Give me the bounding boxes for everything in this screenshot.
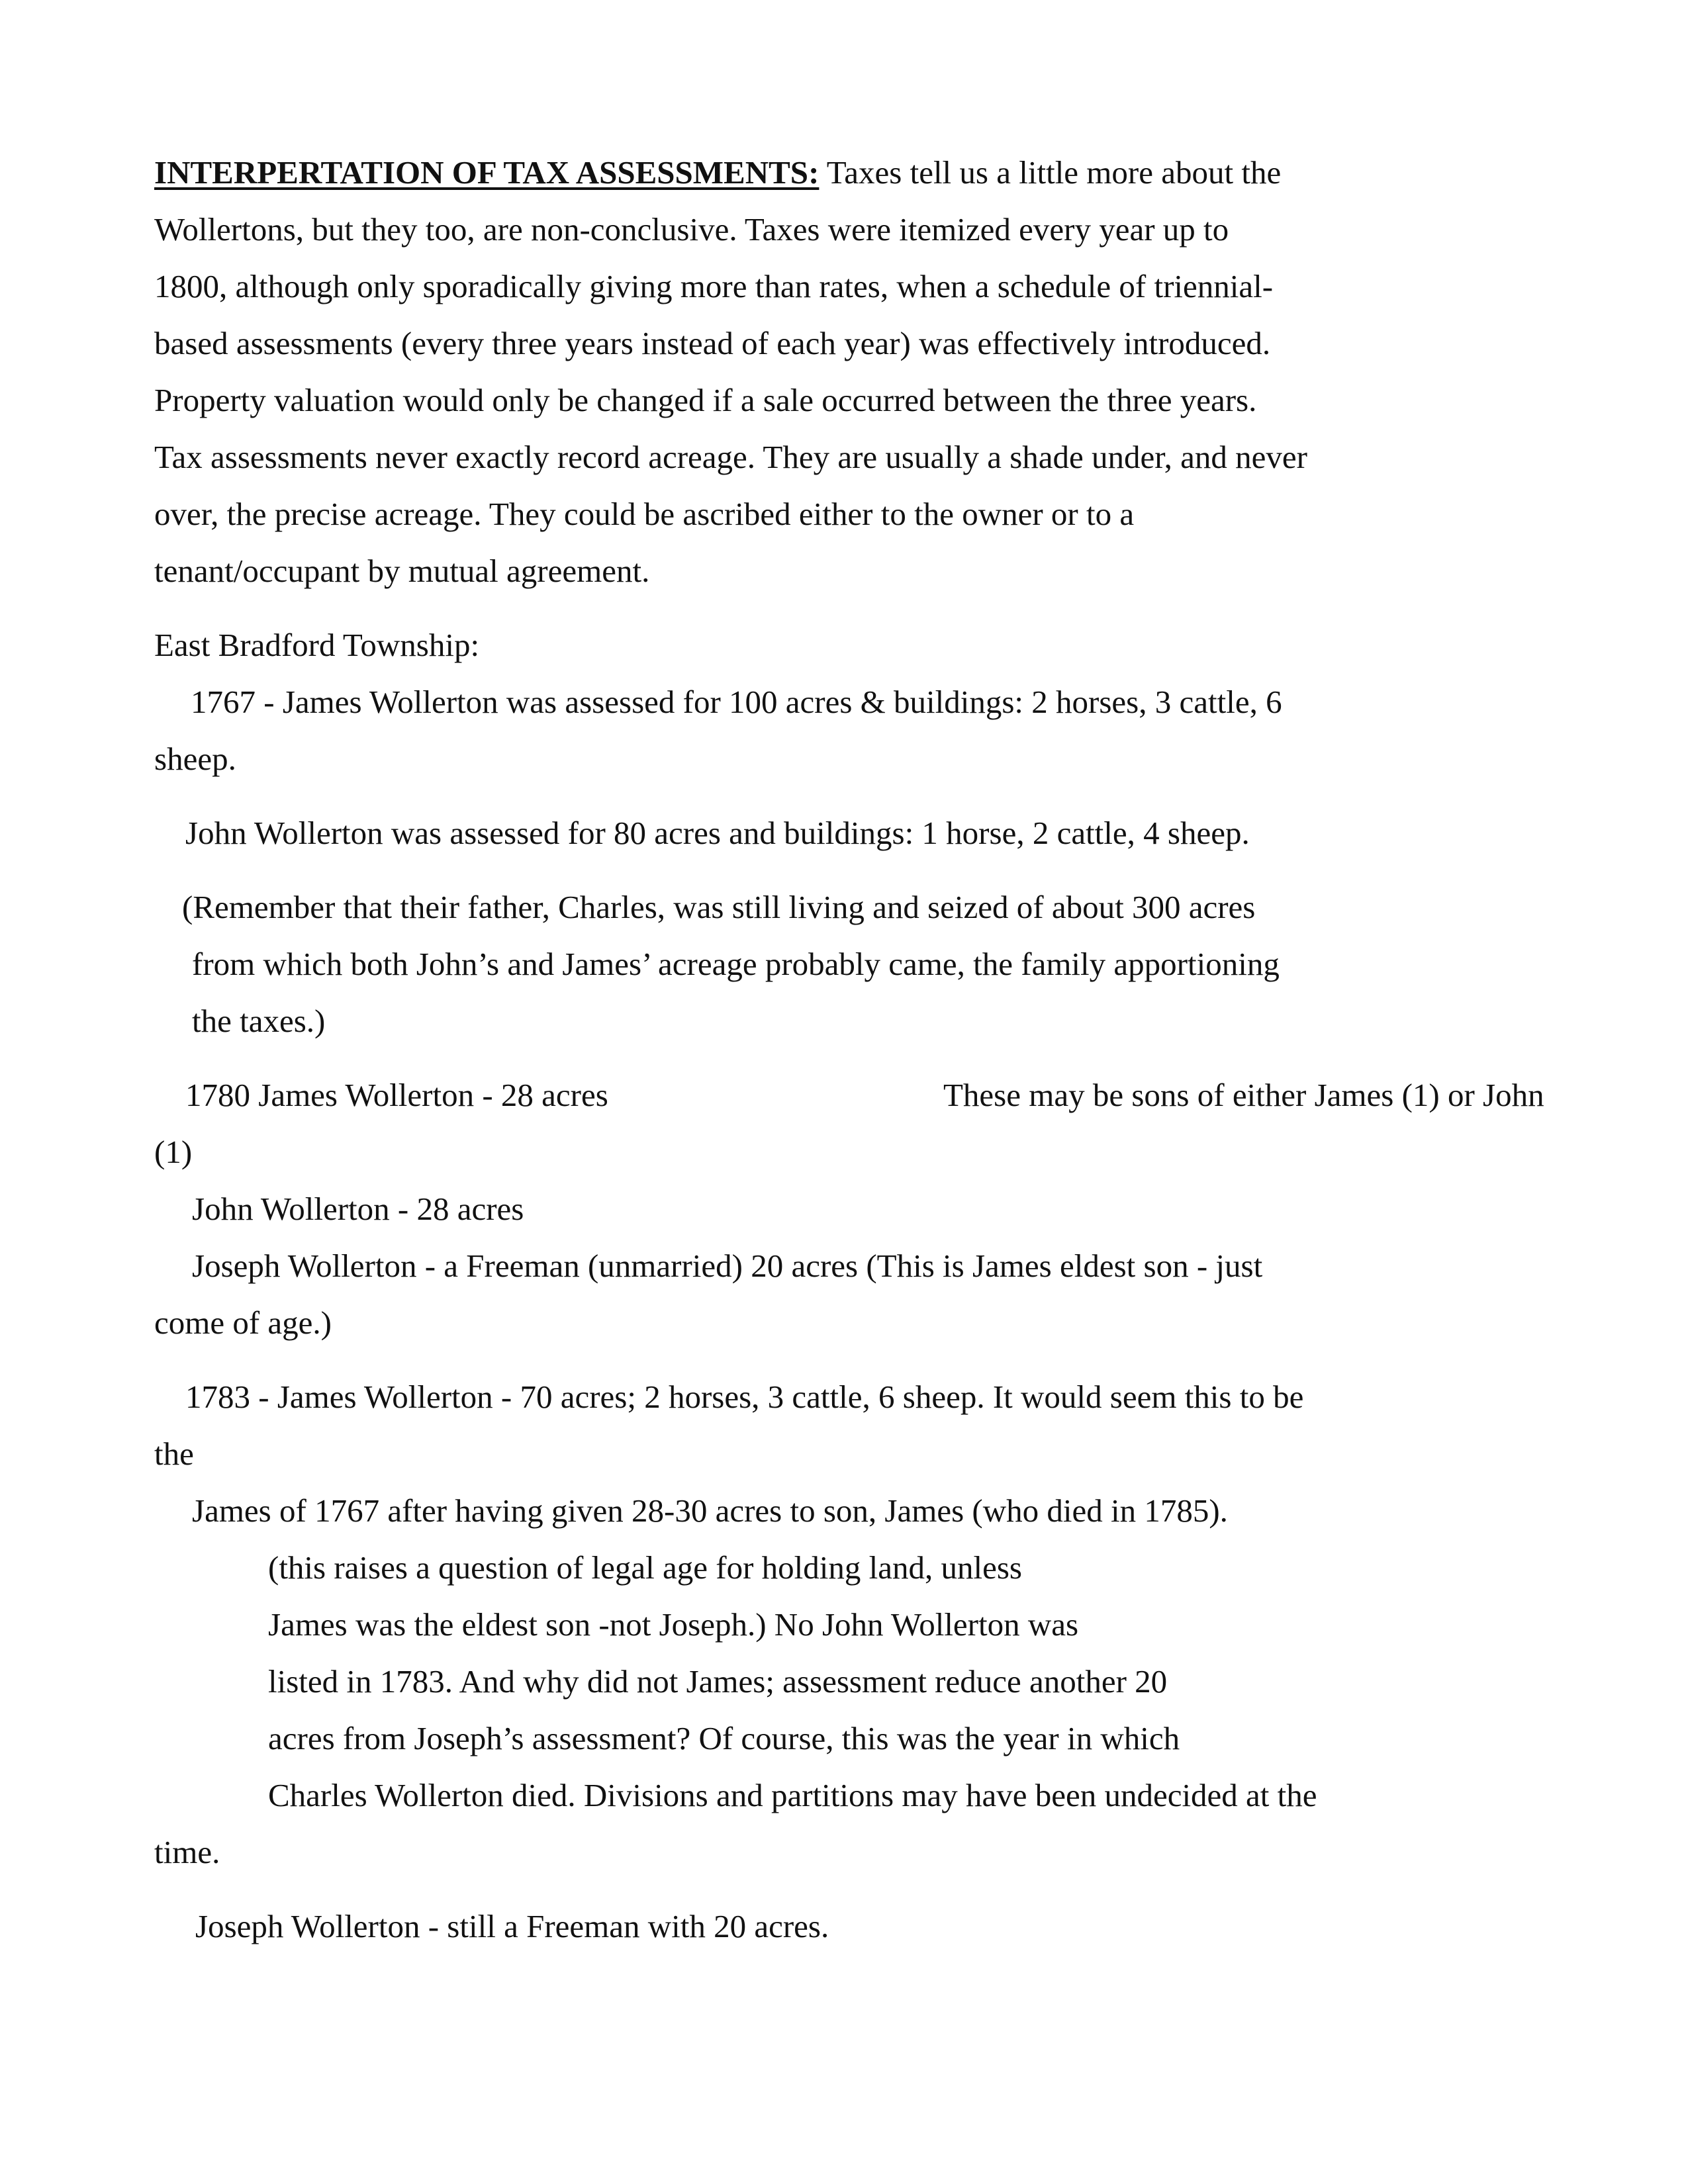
entry-1780-line [185, 1067, 1544, 1124]
remember-note: (Remember that their father, Charles, was still living and seized of about 300 acres [182, 889, 1256, 925]
entry-1767-james: 1767 - James Wollerton was assessed for 100 acres & buildings: 2 horses, 3 cattle, 6 [191, 684, 1282, 720]
intro-line: based assessments (every three years instead of each year) was effectively introduced. [154, 325, 1271, 361]
entry-1783-aside: James was the eldest son -not Joseph.) No John Wollerton was [268, 1606, 1079, 1643]
entry-1780-john: John Wollerton - 28 acres [192, 1191, 524, 1227]
intro-line: over, the precise acreage. They could be ascribed either to the owner or to a [154, 496, 1135, 532]
entry-1783-aside: listed in 1783. And why did not James; assessment reduce another 20 [268, 1663, 1168, 1700]
entry-1780-joseph-wrap: come of age.) [154, 1304, 332, 1341]
entry-1783-aside: (this raises a question of legal age for holding land, unless [268, 1549, 1022, 1586]
remember-note: the taxes.) [192, 1003, 326, 1039]
entry-1783-aside: Charles Wollerton died. Divisions and partitions may have been undecided at the [268, 1777, 1317, 1813]
township-label: East Bradford Township: [154, 627, 480, 663]
entry-1780-note: These may be sons of either James (1) or John [943, 1077, 1544, 1113]
entry-1783-line2: James of 1767 after having given 28-30 acres to son, James (who died in 1785). [192, 1492, 1228, 1529]
remember-note: from which both John’s and James’ acreage probably came, the family apportioning [192, 946, 1280, 982]
entry-1780-james: 1780 James Wollerton - 28 acres [185, 1077, 608, 1113]
section-heading: INTERPERTATION OF TAX ASSESSMENTS: [154, 154, 820, 191]
entry-1783-line1: 1783 - James Wollerton - 70 acres; 2 horses, 3 cattle, 6 sheep. It would seem this to be [185, 1379, 1304, 1415]
entry-1767-john: John Wollerton was assessed for 80 acres and buildings: 1 horse, 2 cattle, 4 sheep. [185, 815, 1250, 851]
intro-line: 1800, although only sporadically giving more than rates, when a schedule of triennial- [154, 268, 1274, 304]
entry-1783-line1-wrap: the [154, 1435, 194, 1472]
entry-1780-note-wrap: (1) [154, 1134, 193, 1170]
entry-1780-joseph: Joseph Wollerton - a Freeman (unmarried) 20 acres (This is James eldest son - just [192, 1248, 1263, 1284]
entry-1783-aside-wrap: time. [154, 1834, 220, 1870]
intro-first-line [154, 144, 1281, 201]
intro-line: Tax assessments never exactly record acreage. They are usually a shade under, and never [154, 439, 1307, 475]
intro-line: tenant/occupant by mutual agreement. [154, 553, 650, 589]
entry-1767-james-wrap: sheep. [154, 741, 236, 777]
intro-line: Wollertons, but they too, are non-conclusive. Taxes were itemized every year up to [154, 211, 1229, 248]
entry-1783-joseph: Joseph Wollerton - still a Freeman with 20 acres. [195, 1908, 829, 1944]
intro-line: Taxes tell us a little more about the [819, 154, 1282, 191]
entry-1783-aside: acres from Joseph’s assessment? Of course, this was the year in which [268, 1720, 1180, 1756]
intro-line: Property valuation would only be changed if a sale occurred between the three years. [154, 382, 1257, 418]
